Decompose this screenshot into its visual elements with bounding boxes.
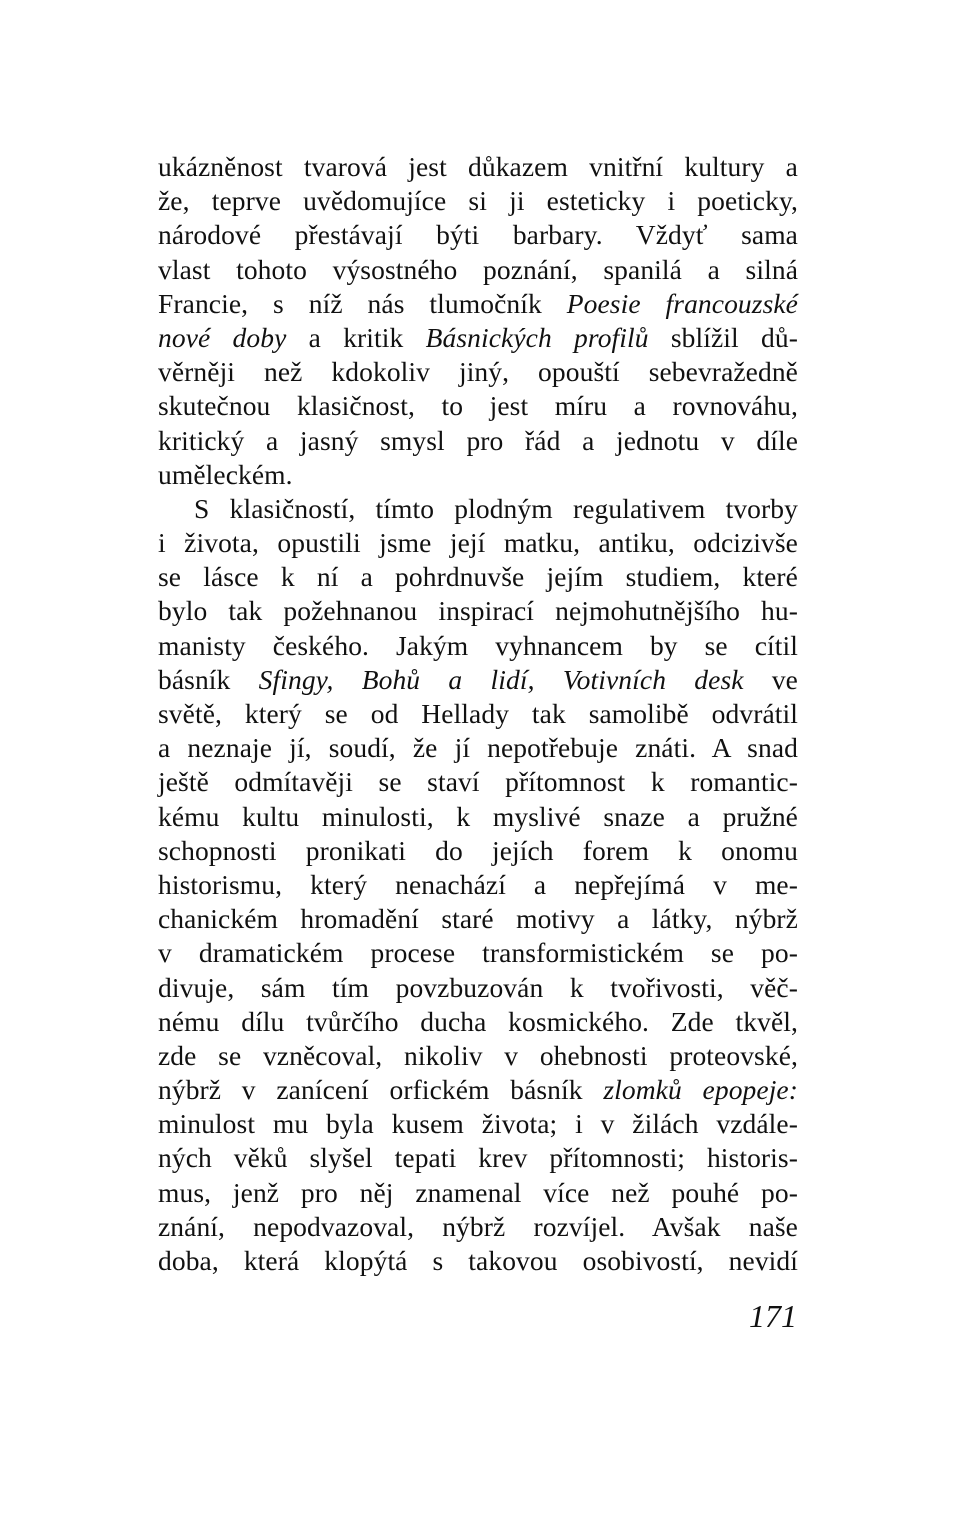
text-line: [158, 697, 798, 731]
text-line: [158, 800, 798, 834]
text-run: a neznaje jí, soudí, že jí nepotřebuje znáti. A snad: [158, 732, 798, 764]
text-line: [158, 902, 798, 936]
text-line: [158, 594, 798, 628]
text-line: [158, 424, 798, 458]
text-run: ve: [743, 663, 798, 695]
text-run: doba, která klopýtá s takovou osobivostí, nevidí: [158, 1245, 798, 1276]
text-run: národové přestávají býti barbary. Vždyť sama: [158, 219, 798, 251]
text-line: [158, 1210, 798, 1244]
text-run: S klasičností, tímto plodným regulativem tvorby: [194, 492, 798, 524]
italic-title: zlomků epopeje:: [603, 1074, 799, 1106]
text-line: [158, 731, 798, 765]
text-run: bylo tak požehnanou inspirací nejmohutnějšího hu-: [158, 595, 798, 627]
text-run: manisty českého. Jakým vyhnancem by se cítil: [158, 629, 798, 661]
text-line: [158, 458, 798, 492]
text-run: a kritik: [286, 321, 426, 353]
text-run: ještě odmítavěji se staví přítomnost k romantic-: [158, 766, 798, 798]
text-line: [158, 1107, 798, 1141]
italic-title: Sfingy, Bohů a lidí, Votivních desk: [258, 663, 744, 695]
text-run: že, teprve uvědomujíce si ji esteticky i poeticky,: [158, 185, 798, 217]
text-run: schopnosti pronikati do jejích forem k onomu: [158, 834, 798, 866]
text-run: chanickém hromadění staré motivy a látky, nýbrž: [158, 903, 798, 935]
text-line: [158, 1039, 798, 1073]
text-line: [158, 629, 798, 663]
text-line: [158, 253, 798, 287]
text-line: [158, 1176, 798, 1210]
text-run: v dramatickém procese transformistickém se po-: [158, 937, 798, 969]
text-line: [158, 560, 798, 594]
text-run: světě, který se od Hellady tak samolibě odvrátil: [158, 698, 798, 729]
text-run: i života, opustili jsme její matku, antiku, odcizivše: [158, 527, 798, 559]
text-run: kritický a jasný smysl pro řád a jednotu v díle: [158, 424, 798, 456]
text-run: zde se vzněcoval, nikoliv v ohebnosti proteovské,: [158, 1039, 798, 1071]
text-line: [158, 765, 798, 799]
text-line: [158, 150, 798, 184]
text-run: kému kultu minulosti, k myslivé snaze a pružné: [158, 800, 798, 832]
italic-title: Básnických profilů: [425, 321, 649, 353]
italic-title: Poesie francouzské: [566, 287, 798, 319]
text-line: [158, 1073, 798, 1107]
text-line: [158, 355, 798, 389]
text-run: ukázněnost tvarová jest důkazem vnitřní kultury a: [158, 151, 798, 182]
text-run: skutečnou klasičnost, to jest míru a rovnováhu,: [158, 390, 798, 422]
page-number: 171: [749, 1298, 797, 1334]
text-line: [158, 321, 798, 355]
text-line: [158, 1244, 798, 1278]
text-line: [158, 1141, 798, 1175]
text-line: [158, 971, 798, 1005]
text-run: divuje, sám tím povzbuzován k tvořivosti, věč-: [158, 971, 798, 1003]
text-run: nýbrž v zanícení orfickém básník: [158, 1074, 604, 1106]
text-line: [158, 1005, 798, 1039]
text-run: minulost mu byla kusem života; i v žilách vzdále-: [158, 1108, 798, 1140]
text-run: znání, nepodvazoval, nýbrž rozvíjel. Avšak naše: [158, 1210, 798, 1242]
italic-title: nové doby: [158, 321, 287, 353]
text-run: ných věků slyšel tepati krev přítomnosti; historis-: [158, 1142, 798, 1174]
text-line: [158, 526, 798, 560]
text-line: [158, 218, 798, 252]
text-run: Francie, s níž nás tlumočník: [158, 287, 567, 319]
text-line: [158, 389, 798, 423]
text-run: uměleckém.: [158, 458, 293, 490]
text-line: [158, 184, 798, 218]
text-run: historismu, který nenachází a nepřejímá v me-: [158, 868, 798, 900]
body-text: [158, 150, 798, 1278]
text-line: [158, 287, 798, 321]
text-line: [158, 492, 798, 526]
text-run: mus, jenž pro něj znamenal více než pouhé po-: [158, 1176, 798, 1208]
text-run: vlast tohoto výsostného poznání, spanilá a silná: [158, 253, 798, 285]
text-run: se lásce k ní a pohrdnuvše jejím studiem, které: [158, 561, 798, 593]
text-run: nému dílu tvůrčího ducha kosmického. Zde tkvěl,: [158, 1005, 798, 1037]
text-line: [158, 834, 798, 868]
text-line: [158, 936, 798, 970]
text-line: [158, 663, 798, 697]
text-run: básník: [158, 663, 259, 695]
text-run: věrněji než kdokoliv jiný, opouští sebevražedně: [158, 356, 798, 388]
text-run: sblížil dů-: [648, 321, 798, 353]
text-line: [158, 868, 798, 902]
